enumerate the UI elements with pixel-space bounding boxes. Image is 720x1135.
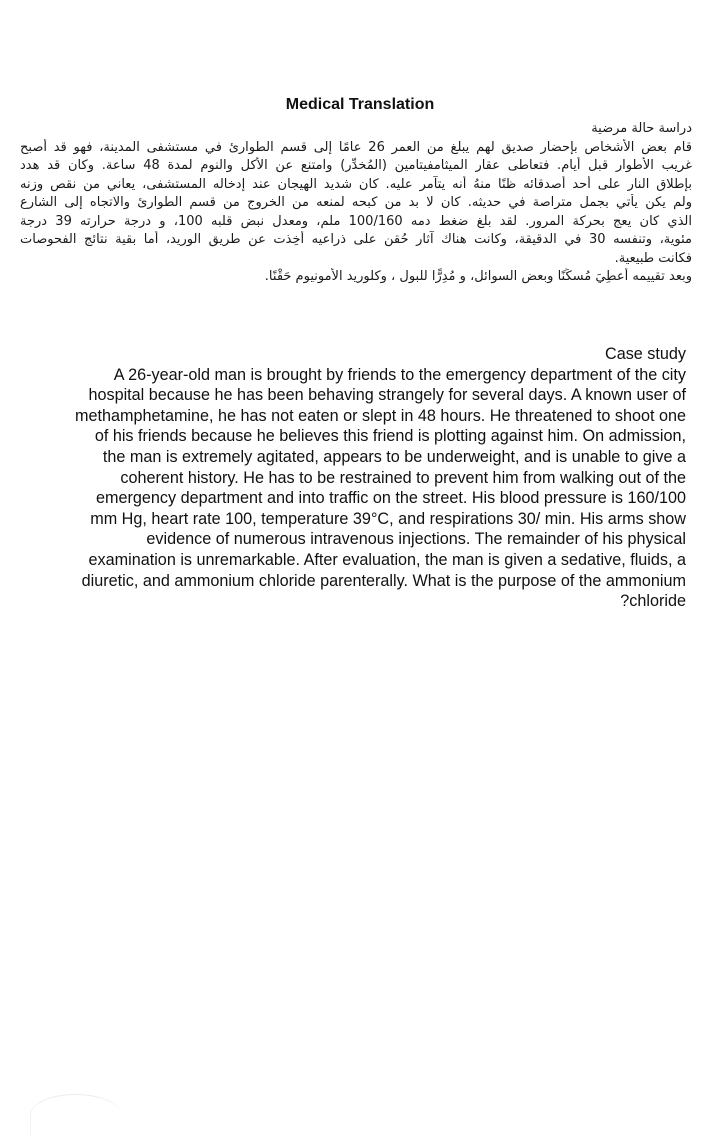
arabic-line: غريب الأطوار قبل أيام. فتعاطى عقار الميثامفيتامين (المُخدِّر) وامتنع عن الأكل والنوم لمدة 48 ساعة. وكان قد هدد <box>20 158 692 173</box>
document-title: Medical Translation <box>285 96 435 113</box>
english-line: coherent history. He has to be restrained to prevent him from walking out of the <box>120 468 686 487</box>
english-line: hospital because he has been behaving strangely for several days. A known user of <box>88 386 686 405</box>
english-line: of his friends because he believes this friend is plotting against him. On admission, <box>94 427 686 446</box>
english-line: A 26-year-old man is brought by friends to the emergency department of the city <box>113 365 686 384</box>
english-line: emergency department and into traffic on the street. His blood pressure is 160/100 <box>96 489 686 508</box>
arabic-line: وبعد تقييمه أُعطِيَ مُسكِّنًا وبعض السوائل، و مُدِرًّا للبول ، وكلوريد الأمونيوم حَقْنًا. <box>264 269 692 284</box>
english-line: diuretic, and ammonium chloride parenterally. What is the purpose of the ammonium <box>81 571 686 590</box>
english-line: ?chloride <box>620 592 686 611</box>
arabic-line: مئوية، وتنفسه 30 في الدقيقة، وكانت هناك آثار حُقن على ذراعيه أُخِذت عن طريق الوريد، أما بقية نتائج الفحوصات <box>20 232 692 247</box>
case-study-heading: Case study <box>605 345 686 363</box>
arabic-line: الذي كان يعج بحركة المرور. لقد بلغ ضغط دمه 100/160 ملم، ومعدل نبض قلبه 100، و درجة حرارته 39 درجة <box>20 213 692 229</box>
english-line: methamphetamine, he has not eaten or slept in 48 hours. He threatened to shoot one <box>74 406 686 425</box>
arabic-heading: دراسة حالة مرضية <box>591 121 692 136</box>
page-corner-mark <box>30 1094 121 1135</box>
english-case-text <box>10 344 686 612</box>
english-line: evidence of numerous intravenous injections. The remainder of his physical <box>146 530 686 549</box>
english-line: examination is unremarkable. After evaluation, the man is given a sedative, fluids, a <box>88 550 686 569</box>
arabic-case-text <box>20 120 692 287</box>
english-line: the man is extremely agitated, appears to be underweight, and is unable to give a <box>102 447 686 466</box>
arabic-line: بإطلاق النار على أحد أصدقائه ظنًا منهُ أنه يتآمر عليه. كان شديد الهيجان عند إدخاله المستشفى، يعاني من نقص وزنه <box>20 176 692 192</box>
arabic-line: فكانت طبيعية. <box>614 250 692 266</box>
english-line: mm Hg, heart rate 100, temperature 39°C, and respirations 30/ min. His arms show <box>90 509 686 528</box>
arabic-line: ولم يكن يأتي بجمل متراصة في حديثه. كان لا بد من كبحه لمنعه من الخروج من قسم الطوارئ والاتجاه إلى الشارع <box>20 195 692 210</box>
arabic-line: قام بعض الأشخاص بإحضار صديق لهم يبلغ من العمر 26 عامًا إلى قسم الطوارئ في مستشفى المدينة، فهو قد أصبح <box>20 139 692 155</box>
